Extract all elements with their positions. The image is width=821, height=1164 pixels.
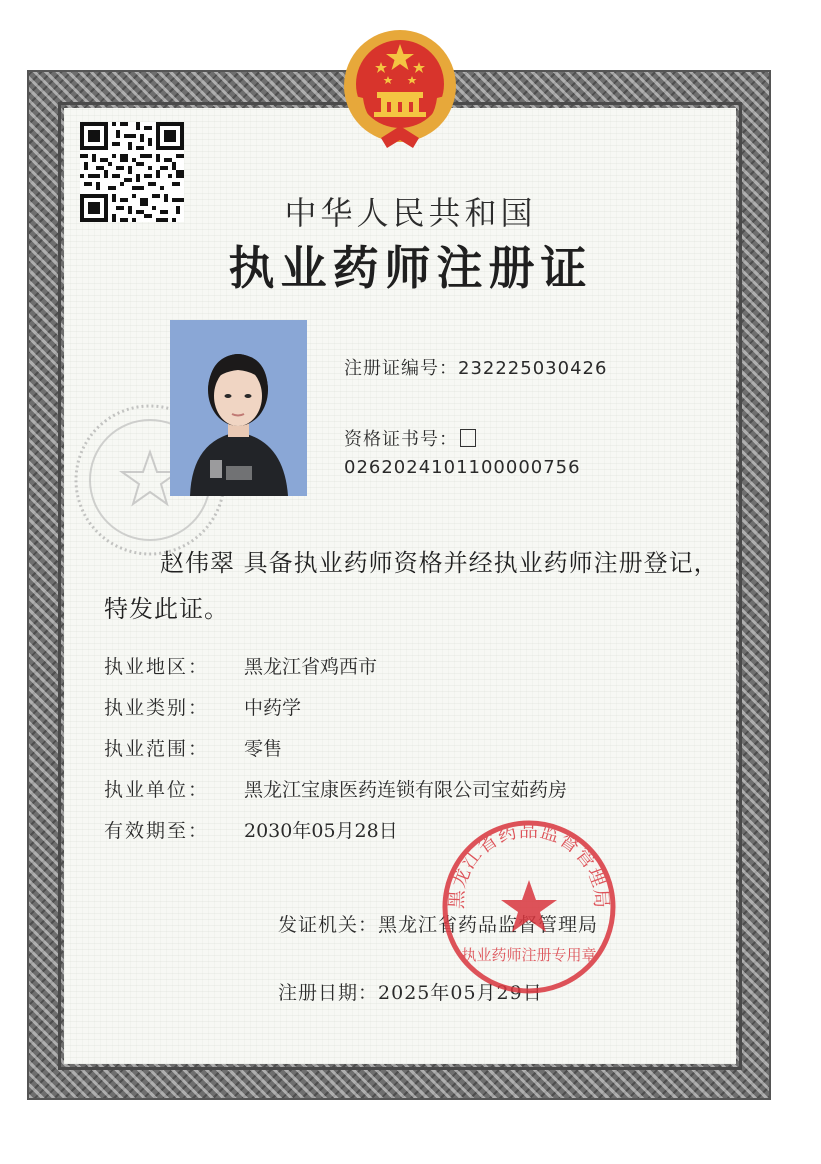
- field-label: 执业类别：: [104, 697, 210, 719]
- field-employer: [104, 775, 567, 802]
- field-scope: [104, 734, 282, 761]
- field-label: 执业范围：: [104, 738, 210, 760]
- official-seal-icon: [440, 818, 618, 996]
- field-label: 执业单位：: [104, 779, 210, 801]
- national-emblem-icon: [341, 26, 459, 150]
- field-value: 2030年05月28日: [244, 820, 398, 842]
- qualification-number-label: 资格证书号：: [344, 429, 458, 450]
- certification-statement: 赵伟翠 具备执业药师资格并经执业药师注册登记，特发此证。: [104, 549, 719, 623]
- seal-arc-text: 黑龙江省药品监督管理局: [445, 819, 613, 910]
- certificate-title: 执业药师注册证: [228, 241, 593, 295]
- field-value: 零售: [244, 738, 283, 760]
- reg-date-value: 2025年05月29日: [378, 982, 543, 1004]
- field-region: [104, 652, 377, 679]
- registration-number-value: 232225030426: [458, 358, 608, 379]
- field-value: 中药学: [244, 697, 302, 719]
- registration-number-row: [344, 354, 607, 380]
- registration-number-label: 注册证编号：: [344, 358, 458, 379]
- seal-subtext: 执业药师注册专用章: [461, 946, 597, 964]
- qualification-number-value: 0262024101100000756: [344, 457, 581, 478]
- field-label: 有效期至：: [104, 820, 210, 842]
- field-valid-until: [104, 816, 398, 843]
- issuer-value: 黑龙江省药品监督管理局: [378, 914, 599, 936]
- holder-photo: [170, 320, 307, 496]
- reg-date-label: 注册日期：: [278, 982, 379, 1004]
- qualification-number-row: [344, 425, 476, 451]
- box-glyph-icon: [460, 429, 476, 447]
- field-value: 黑龙江宝康医药连锁有限公司宝茹药房: [244, 779, 568, 801]
- issuer-label: 发证机关：: [278, 914, 379, 936]
- field-category: [104, 693, 301, 720]
- country-title: 中华人民共和国: [284, 194, 537, 232]
- field-label: 执业地区：: [104, 656, 210, 678]
- field-value: 黑龙江省鸡西市: [244, 656, 378, 678]
